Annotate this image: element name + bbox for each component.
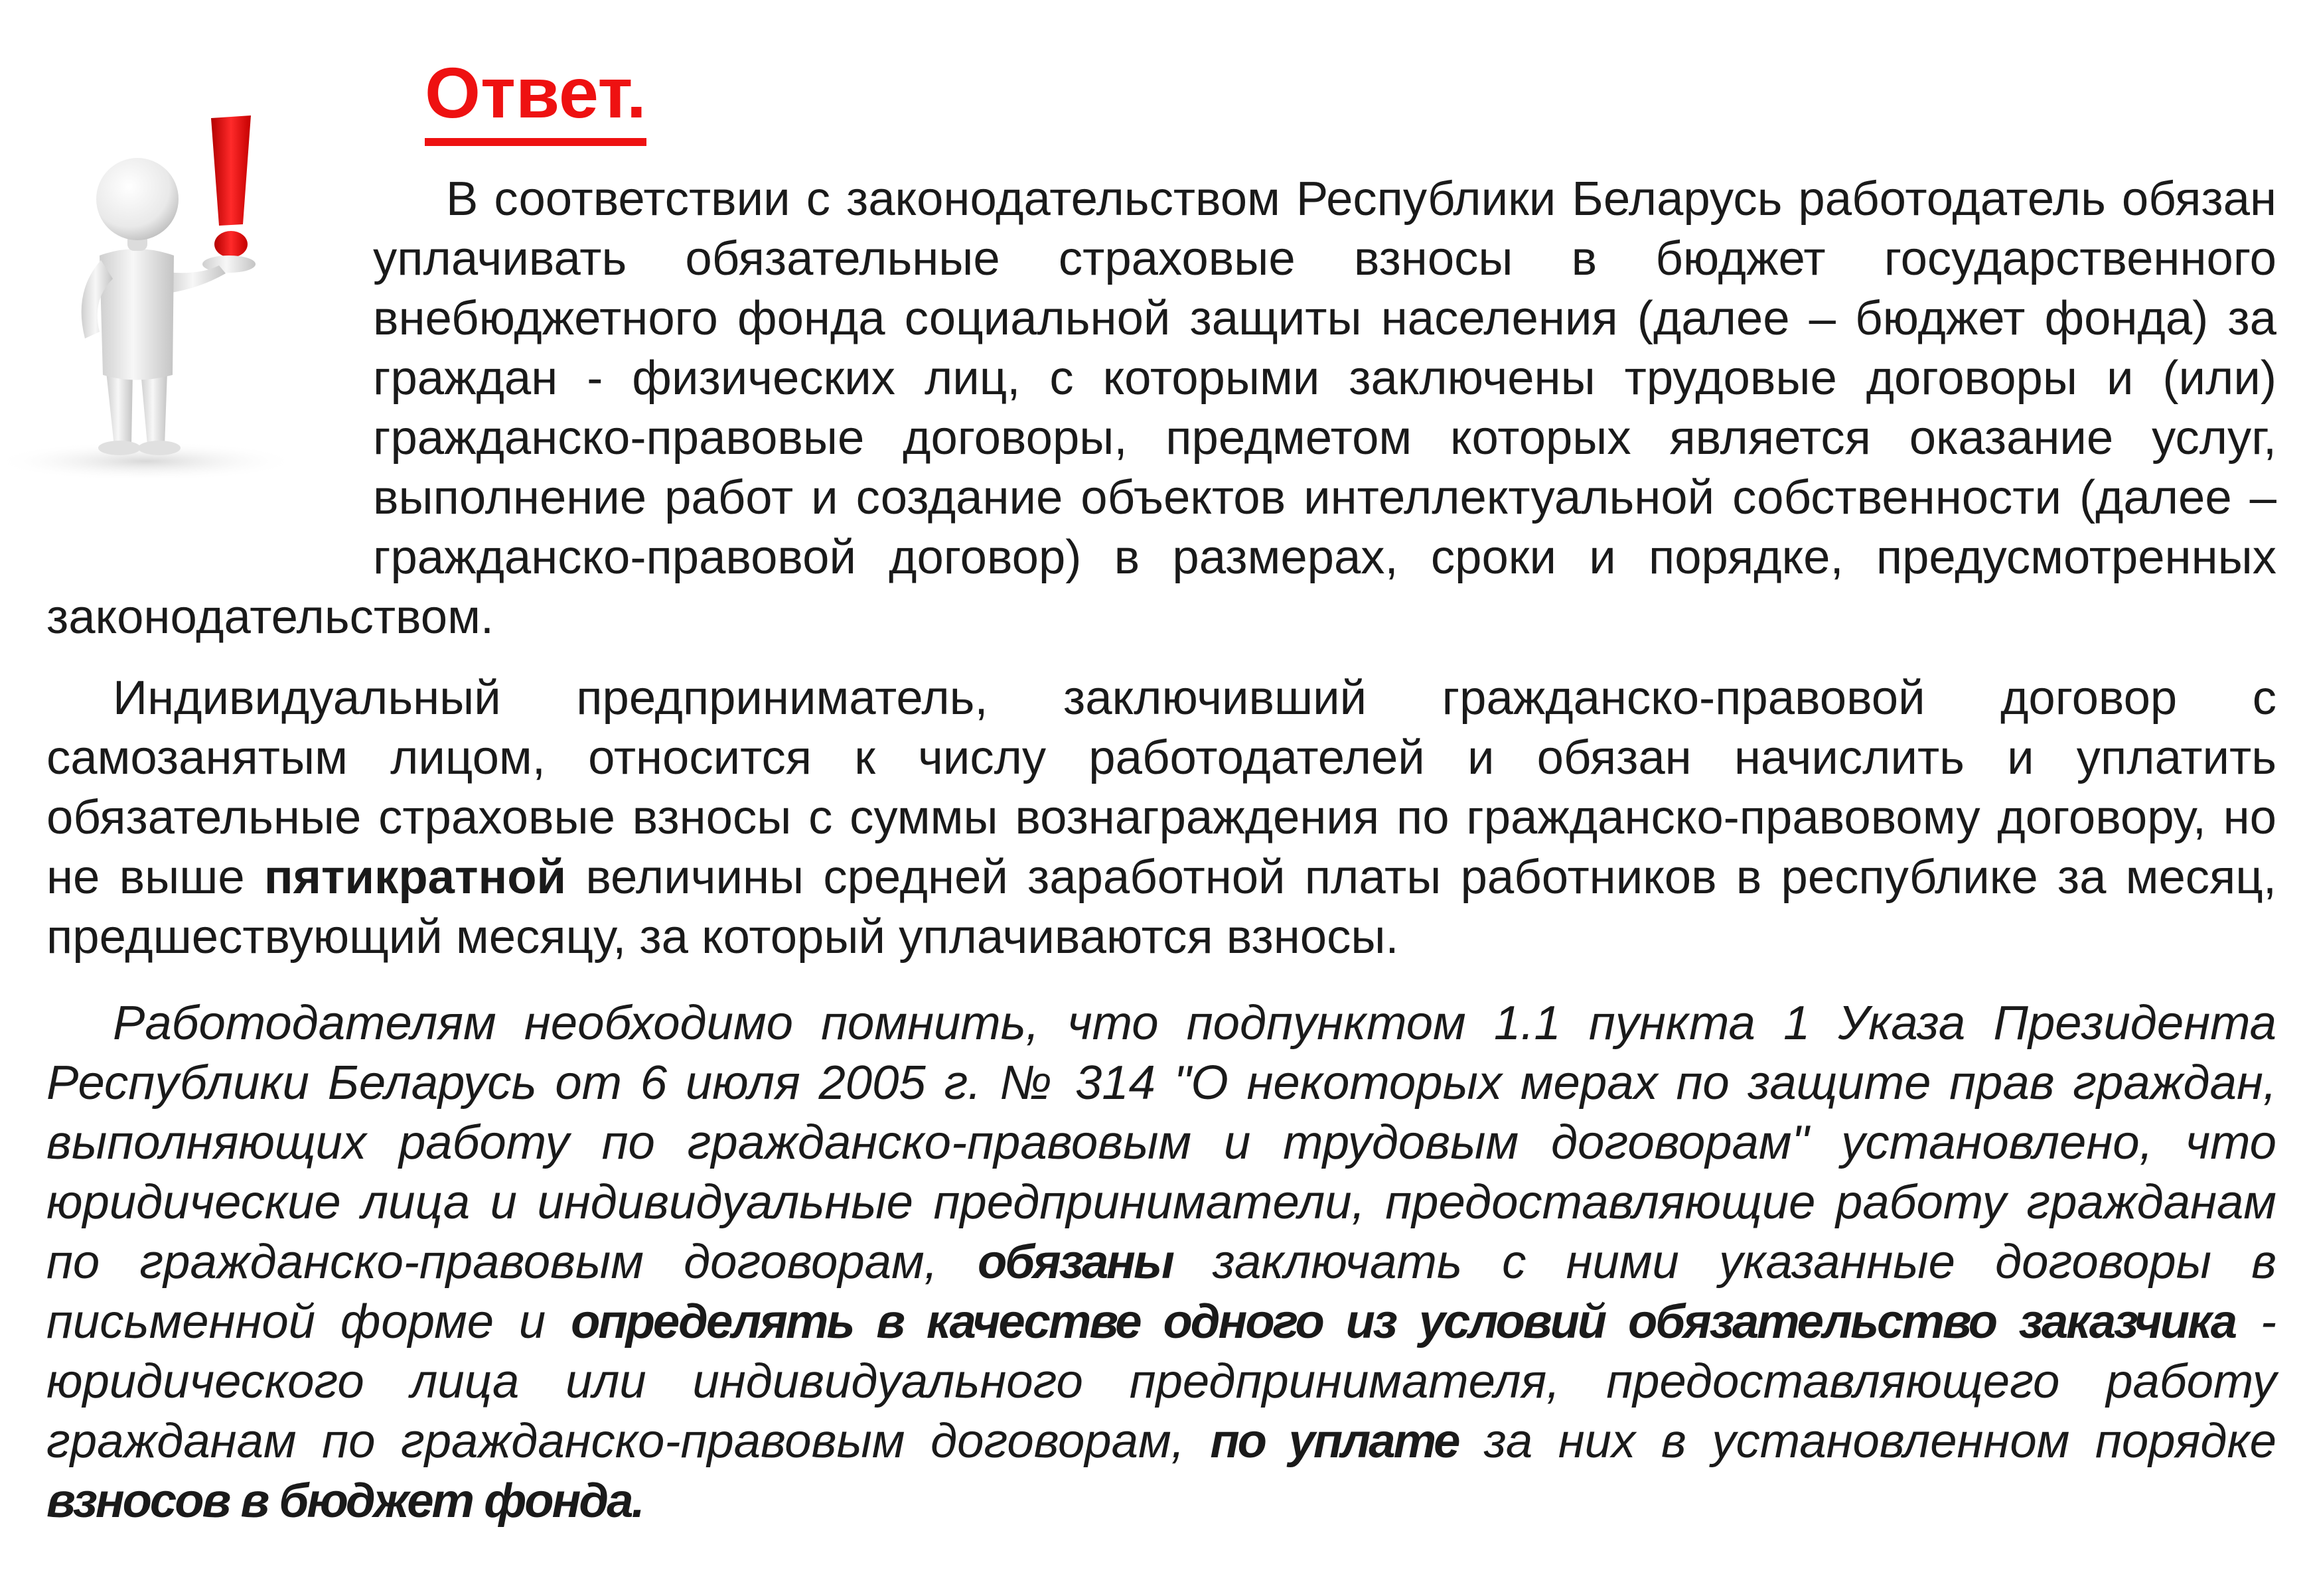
paragraph-decree-text-1: Работодателям необходимо помнить, что подпунктом 1.1 пункта 1 Указа Президента Республики Беларусь от 6 июля 2005 г. № 314 "О некоторых мерах по защите прав граждан, выполняющих работу по гражданско-правовым и трудовым договорам" установлено, что юридические лица и индивидуальные предприниматели, предоставляющие работу гражданам по гражданско-правовым договорам, (46, 996, 2276, 1289)
emphasis-obliged: обязаны (977, 1235, 1173, 1289)
paragraph-legislation-text: В соответствии с законодательством Республики Беларусь работодатель обязан уплачивать обязательные страховые взносы в бюджет государственного внебюджетного фонда социальной защиты населения (далее – бюджет фонда) за граждан - физических лиц, с которыми заключены трудовые договоры и (или) гражданско-правовые договоры, предметом которых является оказание услуг, выполнение работ и создание объектов интеллектуальной собственности (далее – гражданско-правовой договор) в размерах, сроки и порядке, предусмотренных законодательством. (46, 172, 2276, 644)
emphasis-payment: по уплате (1210, 1414, 1459, 1468)
figure-spacer (46, 169, 373, 587)
paragraph-decree-text-3: - юридического лица или индивидуального предпринимателя, предоставляющего работу гражданам по гражданско-правовым договорам, (46, 1295, 2276, 1468)
paragraph-entrepreneur-text-2: величины средней заработной платы работников в республике за месяц, предшествующий месяцу, за который уплачиваются взносы. (46, 850, 2276, 964)
emphasis-fund-contributions: взносов в бюджет фонда. (46, 1474, 643, 1528)
slide-title: Ответ. (425, 52, 646, 146)
paragraph-entrepreneur-text-1: Индивидуальный предприниматель, заключивший гражданско-правовой договор с самозанятым лицом, относится к числу работодателей и обязан начислить и уплатить обязательные страховые взносы с суммы вознаграждения по гражданско-правовому договору, но не выше (46, 671, 2276, 904)
paragraph-decree-text-2: заключать с ними указанные договоры в письменной форме и (46, 1235, 2277, 1348)
emphasis-fivefold: пятикратной (263, 850, 567, 904)
paragraph-entrepreneur (46, 668, 2276, 967)
paragraph-decree-text-4: за них в установленном порядке (1458, 1414, 2277, 1468)
emphasis-condition: определять в качестве одного из условий обязательство заказчика (571, 1295, 2236, 1348)
paragraph-legislation (46, 169, 2276, 647)
paragraph-decree (46, 993, 2276, 1531)
